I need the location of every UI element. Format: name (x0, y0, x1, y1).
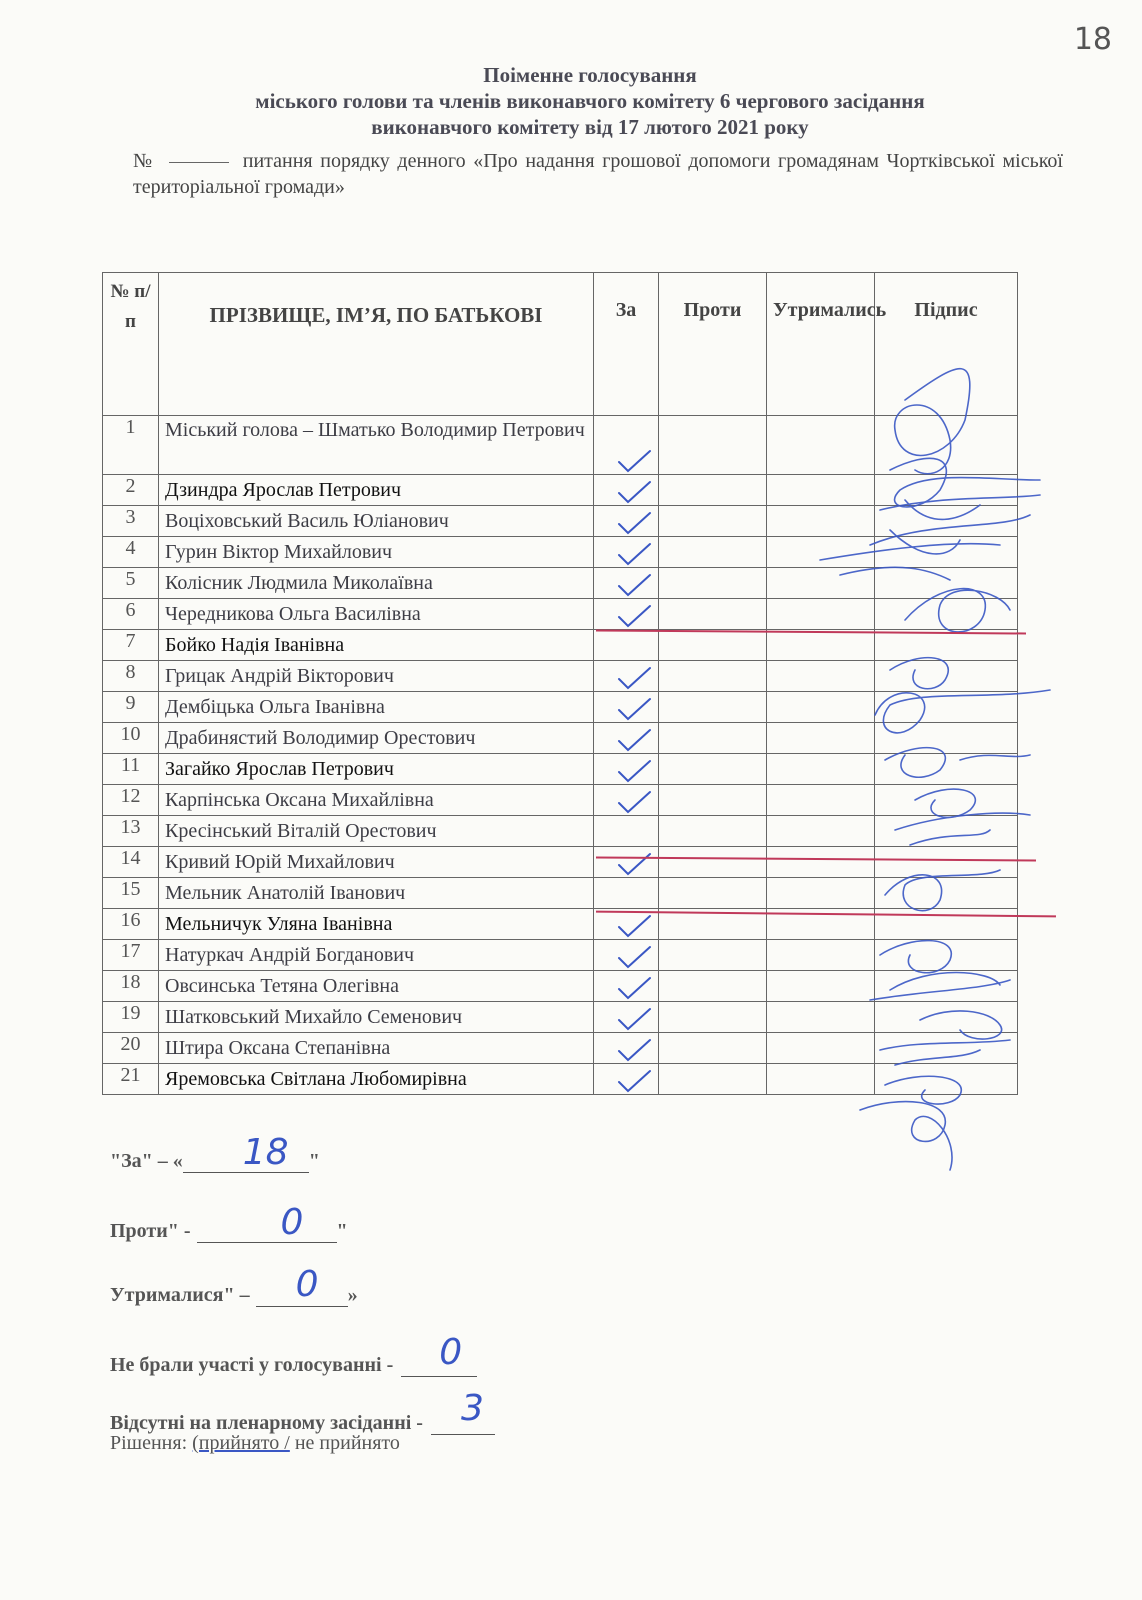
document-heading (120, 62, 1060, 140)
table-row (103, 940, 1018, 971)
vote-abstain-cell (767, 754, 875, 785)
signature-cell (875, 723, 1018, 754)
member-name: Бойко Надія Іванівна (159, 630, 594, 661)
col-header-signature: Підпис (875, 273, 1018, 416)
vote-for-cell (594, 816, 659, 847)
vote-abstain-cell (767, 630, 875, 661)
vote-abstain-cell (767, 568, 875, 599)
row-number: 20 (103, 1033, 159, 1064)
summary-absent-value: 3 (460, 1388, 484, 1429)
member-name: Мельник Анатолій Іванович (159, 878, 594, 909)
table-row (103, 661, 1018, 692)
vote-against-cell (659, 1002, 767, 1033)
summary-not-voted (110, 1332, 477, 1377)
member-name: Кривий Юрій Михайлович (159, 847, 594, 878)
member-name: Кресінський Віталій Орестович (159, 816, 594, 847)
vote-abstain-cell (767, 723, 875, 754)
heading-date: виконавчого комітету від 17 лютого 2021 року (371, 115, 809, 139)
member-name: Грицак Андрій Вікторович (159, 661, 594, 692)
table-row (103, 630, 1018, 661)
vote-for-cell (594, 785, 659, 816)
row-number: 6 (103, 599, 159, 630)
vote-for-cell (594, 661, 659, 692)
table-row (103, 1033, 1018, 1064)
member-name: Шатковський Михайло Семенович (159, 1002, 594, 1033)
vote-for-cell (594, 416, 659, 475)
member-name: Дзиндра Ярослав Петрович (159, 475, 594, 506)
vote-against-cell (659, 723, 767, 754)
table-row (103, 723, 1018, 754)
signature-cell (875, 537, 1018, 568)
vote-against-cell (659, 416, 767, 475)
vote-abstain-cell (767, 816, 875, 847)
agenda-item (133, 148, 1063, 200)
row-number: 11 (103, 754, 159, 785)
summary-for-close: " (308, 1150, 320, 1172)
vote-against-cell (659, 1033, 767, 1064)
checkmark-icon (616, 696, 652, 722)
summary-absent-label: Відсутні на пленарному засіданні - (110, 1412, 423, 1434)
heading-title: Поіменне голосування (483, 63, 697, 87)
member-name: Мельничук Уляна Іванівна (159, 909, 594, 940)
agenda-number-blank (169, 162, 229, 163)
row-number: 14 (103, 847, 159, 878)
decision-rejected: не прийнято (294, 1432, 400, 1454)
row-number: 18 (103, 971, 159, 1002)
vote-for-cell (594, 692, 659, 723)
vote-for-cell (594, 599, 659, 630)
signature-cell (875, 971, 1018, 1002)
vote-for-cell (594, 1033, 659, 1064)
vote-table (102, 272, 1018, 1095)
vote-against-cell (659, 537, 767, 568)
table-row (103, 754, 1018, 785)
row-number: 9 (103, 692, 159, 723)
vote-for-cell (594, 1002, 659, 1033)
signature-cell (875, 568, 1018, 599)
row-number: 5 (103, 568, 159, 599)
member-name: Штира Оксана Степанівна (159, 1033, 594, 1064)
checkmark-icon (616, 1006, 652, 1032)
vote-against-cell (659, 754, 767, 785)
table-row (103, 475, 1018, 506)
table-header-row (103, 273, 1018, 416)
vote-abstain-cell (767, 847, 875, 878)
signature-cell (875, 1033, 1018, 1064)
signature-cell (875, 754, 1018, 785)
member-name: Овсинська Тетяна Олегівна (159, 971, 594, 1002)
decision-accepted: (прийнято / (192, 1432, 290, 1454)
col-header-against: Проти (659, 273, 767, 416)
col-header-number: № п/ п (103, 273, 159, 416)
agenda-text: питання порядку денного «Про надання грошової допомоги громадянам Чортківської міської територіальної громади» (133, 150, 1063, 198)
vote-abstain-cell (767, 1002, 875, 1033)
table-row (103, 785, 1018, 816)
row-number: 8 (103, 661, 159, 692)
row-number: 21 (103, 1064, 159, 1095)
vote-abstain-cell (767, 416, 875, 475)
vote-for-cell (594, 1064, 659, 1095)
member-name: Гурин Віктор Михайлович (159, 537, 594, 568)
vote-abstain-cell (767, 506, 875, 537)
vote-against-cell (659, 847, 767, 878)
vote-for-cell (594, 971, 659, 1002)
summary-against-value: 0 (280, 1202, 304, 1243)
signature-cell (875, 878, 1018, 909)
vote-for-cell (594, 878, 659, 909)
checkmark-icon (616, 758, 652, 784)
row-number: 1 (103, 416, 159, 475)
vote-abstain-cell (767, 940, 875, 971)
summary-abstain-label: Утрималися" – (110, 1284, 250, 1306)
member-name: Натуркач Андрій Богданович (159, 940, 594, 971)
vote-for-cell (594, 537, 659, 568)
row-number: 12 (103, 785, 159, 816)
summary-abstain-close: » (347, 1284, 358, 1306)
member-name: Воціховський Василь Юліанович (159, 506, 594, 537)
vote-for-cell (594, 506, 659, 537)
checkmark-icon (616, 603, 652, 629)
summary-not-voted-label: Не брали участі у голосуванні - (110, 1354, 394, 1376)
vote-against-cell (659, 692, 767, 723)
vote-against-cell (659, 940, 767, 971)
table-row (103, 692, 1018, 723)
table-row (103, 847, 1018, 878)
checkmark-icon (616, 1037, 652, 1063)
checkmark-icon (616, 1068, 652, 1094)
vote-abstain-cell (767, 785, 875, 816)
summary-abstain (110, 1264, 358, 1307)
row-number: 3 (103, 506, 159, 537)
member-name: Дембіцька Ольга Іванівна (159, 692, 594, 723)
member-name: Чередникова Ольга Василівна (159, 599, 594, 630)
table-row (103, 537, 1018, 568)
signature-cell (875, 1064, 1018, 1095)
row-number: 15 (103, 878, 159, 909)
vote-against-cell (659, 661, 767, 692)
vote-abstain-cell (767, 692, 875, 723)
signature-cell (875, 692, 1018, 723)
col-header-name: ПРІЗВИЩЕ, ІМ’Я, ПО БАТЬКОВІ (159, 273, 594, 416)
table-row (103, 599, 1018, 630)
checkmark-icon (616, 541, 652, 567)
checkmark-icon (616, 944, 652, 970)
signature-cell (875, 599, 1018, 630)
vote-against-cell (659, 630, 767, 661)
table-row (103, 568, 1018, 599)
vote-abstain-cell (767, 661, 875, 692)
table-row (103, 971, 1018, 1002)
member-name: Драбинястий Володимир Орестович (159, 723, 594, 754)
table-row (103, 1002, 1018, 1033)
signature-cell (875, 1002, 1018, 1033)
vote-for-cell (594, 723, 659, 754)
agenda-number-prefix: № (133, 150, 155, 172)
vote-against-cell (659, 475, 767, 506)
row-number: 10 (103, 723, 159, 754)
signature-cell (875, 940, 1018, 971)
signature-cell (875, 785, 1018, 816)
row-number: 19 (103, 1002, 159, 1033)
checkmark-icon (616, 448, 652, 474)
decision-label: Рішення: (110, 1432, 188, 1454)
checkmark-icon (616, 789, 652, 815)
summary-for-value: 18 (242, 1132, 289, 1173)
heading-subtitle: міського голови та членів виконавчого комітету 6 чергового засідання (255, 89, 925, 113)
table-row (103, 416, 1018, 475)
signature-cell (875, 416, 1018, 475)
signature-21-icon (860, 1102, 952, 1170)
vote-against-cell (659, 568, 767, 599)
vote-for-cell (594, 940, 659, 971)
vote-abstain-cell (767, 971, 875, 1002)
vote-for-cell (594, 475, 659, 506)
vote-abstain-cell (767, 878, 875, 909)
summary-against-close: " (336, 1220, 348, 1242)
row-number: 13 (103, 816, 159, 847)
vote-for-cell (594, 909, 659, 940)
row-number: 2 (103, 475, 159, 506)
decision-line (110, 1432, 400, 1455)
table-row (103, 506, 1018, 537)
summary-against-label: Проти" - (110, 1220, 191, 1242)
vote-against-cell (659, 506, 767, 537)
signature-cell (875, 816, 1018, 847)
signature-cell (875, 661, 1018, 692)
vote-against-cell (659, 878, 767, 909)
table-row (103, 878, 1018, 909)
vote-against-cell (659, 785, 767, 816)
vote-abstain-cell (767, 1033, 875, 1064)
member-name: Міський голова – Шматько Володимир Петрович (159, 416, 594, 475)
checkmark-icon (616, 510, 652, 536)
checkmark-icon (616, 479, 652, 505)
vote-against-cell (659, 971, 767, 1002)
summary-not-voted-value: 0 (439, 1332, 463, 1373)
member-name: Загайко Ярослав Петрович (159, 754, 594, 785)
row-number: 4 (103, 537, 159, 568)
summary-for (110, 1132, 320, 1173)
table-row (103, 1064, 1018, 1095)
checkmark-icon (616, 851, 652, 877)
checkmark-icon (616, 975, 652, 1001)
page-number: 18 (1073, 22, 1112, 57)
checkmark-icon (616, 913, 652, 939)
vote-abstain-cell (767, 599, 875, 630)
vote-abstain-cell (767, 537, 875, 568)
member-name: Карпінська Оксана Михайлівна (159, 785, 594, 816)
vote-against-cell (659, 816, 767, 847)
member-name: Колісник Людмила Миколаївна (159, 568, 594, 599)
summary-abstain-value: 0 (295, 1264, 319, 1305)
row-number: 17 (103, 940, 159, 971)
vote-for-cell (594, 630, 659, 661)
vote-for-cell (594, 754, 659, 785)
signature-cell (875, 847, 1018, 878)
vote-for-cell (594, 847, 659, 878)
row-number: 16 (103, 909, 159, 940)
signature-cell (875, 630, 1018, 661)
summary-for-label: "За" – « (110, 1150, 183, 1172)
col-header-for: За (594, 273, 659, 416)
checkmark-icon (616, 665, 652, 691)
vote-against-cell (659, 599, 767, 630)
checkmark-icon (616, 572, 652, 598)
vote-abstain-cell (767, 1064, 875, 1095)
vote-abstain-cell (767, 475, 875, 506)
vote-against-cell (659, 1064, 767, 1095)
table-row (103, 816, 1018, 847)
summary-against (110, 1202, 348, 1243)
col-header-abstain: Утримались (767, 273, 875, 416)
vote-for-cell (594, 568, 659, 599)
signature-cell (875, 475, 1018, 506)
row-number: 7 (103, 630, 159, 661)
checkmark-icon (616, 727, 652, 753)
member-name: Яремовська Світлана Любомирівна (159, 1064, 594, 1095)
signature-cell (875, 506, 1018, 537)
